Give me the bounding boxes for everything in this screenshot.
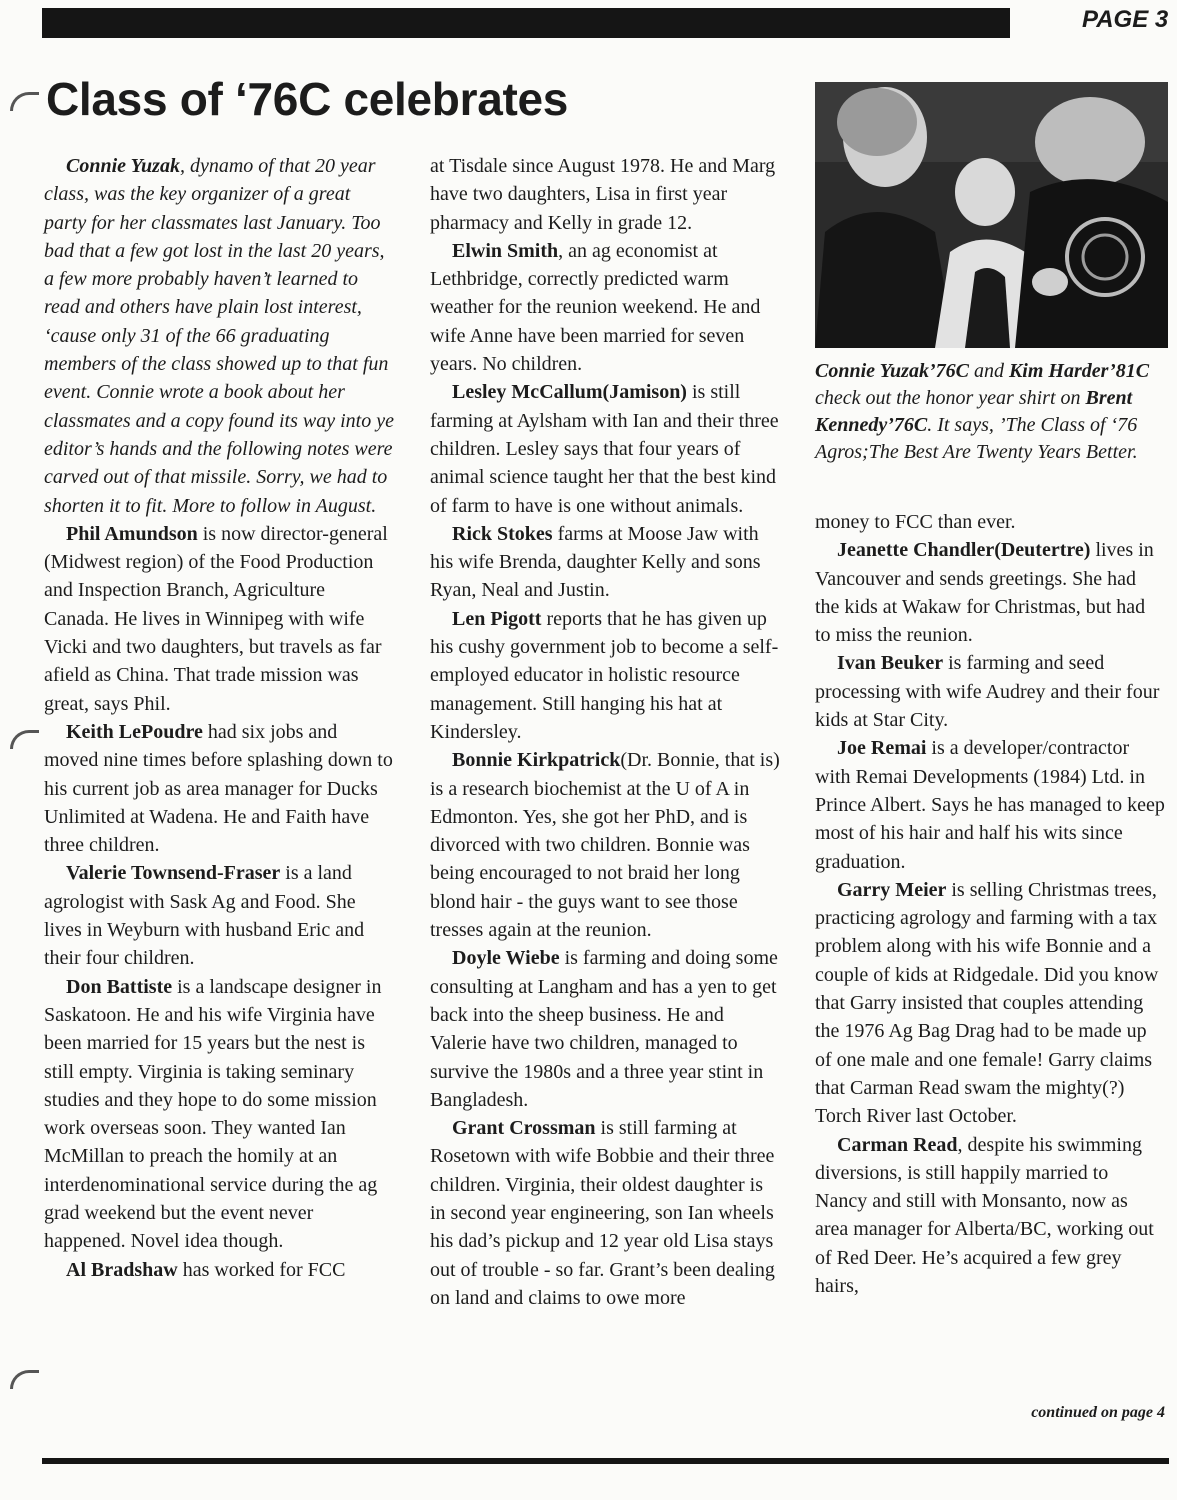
- note-paragraph: Doyle Wiebe is farming and doing some consulting at Langham and has a yen to get back into the sheep business. He and Valerie have two children, managed to survive the 1980s and a three year stint in Bangladesh.: [430, 947, 778, 1111]
- note-paragraph: Al Bradshaw has worked for FCC: [66, 1258, 346, 1281]
- note-paragraph: money to FCC than ever.: [815, 511, 1016, 533]
- note-paragraph: Rick Stokes farms at Moose Jaw with his wife Brenda, daughter Kelly and sons Ryan, Neal and Justin.: [430, 522, 761, 602]
- margin-mark: [10, 92, 39, 111]
- intro-text: , dynamo of that 20 year class, was the key organizer of a great party for her classmates last January. Too bad that a few got lost in the last 20 years, a few more probably haven’t learned to read and others have plain lost interest, ‘cause only 31 of the 66 graduating members of the class showed up to that fun event. Connie wrote a book about her classmates and a copy found its way into ye editor’s hands and the following notes were carved out of that missile. Sorry, we had to shorten it to fit. More to follow in August.: [44, 155, 394, 517]
- margin-mark: [10, 730, 39, 749]
- article-column-2: [430, 152, 780, 1312]
- note-paragraph: Lesley McCallum(Jamison) is still farming at Aylsham with Ian and their three children. Lesley says that four years of animal science taught her that the best kind of farm to have is one without animals.: [430, 381, 779, 517]
- note-paragraph: Elwin Smith, an ag economist at Lethbridge, correctly predicted warm weather for the reunion weekend. He and wife Anne have been married for seven years. No children.: [430, 239, 761, 376]
- note-paragraph: Don Battiste is a landscape designer in Saskatoon. He and his wife Virginia have been married for 15 years but the nest is still empty. Virginia is taking seminary studies and they hope to do some mission work overseas soon. They wanted Ian McMillan to preach the homily at an interdenominational service during the ag grad weekend but the event never happened. Novel idea though.: [44, 975, 382, 1253]
- reunion-photo: [815, 82, 1168, 348]
- article-column-1: [44, 152, 394, 1284]
- note-paragraph: Valerie Townsend-Fraser is a land agrologist with Sask Ag and Food. She lives in Weyburn with husband Eric and their four children.: [44, 862, 365, 970]
- note-paragraph: Len Pigott reports that he has given up his cushy government job to become a self-employed educator in holistic resource management. Still hanging his hat at Kindersley.: [430, 607, 779, 743]
- margin-mark: [10, 1370, 39, 1389]
- note-paragraph: Ivan Beuker is farming and seed processing with wife Audrey and their four kids at Star City.: [815, 652, 1160, 732]
- note-paragraph: Carman Read, despite his swimming diversions, is still happily married to Nancy and still with Monsanto, now as area manager for Alberta/BC, working out of Red Deer. He’s acquired a few grey hairs,: [815, 1133, 1154, 1298]
- note-paragraph: Phil Amundson is now director-general (Midwest region) of the Food Production and Inspection Branch, Agriculture Canada. He lives in Winnipeg with wife Vicki and two daughters, but travels as far afield as China. That trade mission was great, says Phil.: [44, 522, 388, 715]
- continued-note: continued on page 4: [1031, 1404, 1165, 1421]
- note-paragraph: Bonnie Kirkpatrick(Dr. Bonnie, that is) is a research biochemist at the U of A in Edmonton. Yes, she got her PhD, and is divorced with two children. Bonnie was being encouraged to not braid her long blond hair - the guys want to see those tresses again at the reunion.: [430, 749, 780, 942]
- note-paragraph: Keith LePoudre had six jobs and moved nine times before splashing down to his current job as area manager for Ducks Unlimited at Wadena. He and Faith have three children.: [44, 720, 393, 857]
- article-headline: Class of ‘76C celebrates: [46, 73, 569, 125]
- note-paragraph: Garry Meier is selling Christmas trees, practicing agrology and farming with a tax problem along with his wife Bonnie and a couple of kids at Ridgedale. Did you know that Garry insisted that couples attending the 1976 Ag Bag Drag had to be made up of one male and one female! Garry claims that Carman Read swam the mighty(?) Torch River last October.: [815, 878, 1159, 1128]
- note-paragraph: at Tisdale since August 1978. He and Marg have two daughters, Lisa in first year pharmacy and Kelly in grade 12.: [430, 155, 776, 234]
- note-paragraph: Grant Crossman is still farming at Rosetown with wife Bobbie and their three children. Virginia, their oldest daughter is in second year engineering, son Ian wheels his dad’s pickup and 12 year old Lisa stays out of trouble - so far. Grant’s been dealing on land and claims to owe more: [430, 1117, 775, 1309]
- photo-caption: Connie Yuzak’76C and Kim Harder’81C check out the honor year shirt on Brent Kennedy’76C. It says, ’The Class of ‘76 Agros;The Best Are Twenty Years Better.: [815, 360, 1150, 463]
- intro-paragraph: [44, 152, 394, 520]
- article-column-3: [815, 508, 1165, 1300]
- header-bar: [42, 8, 1010, 38]
- page-number: PAGE 3: [1082, 6, 1169, 33]
- note-paragraph: Jeanette Chandler(Deutertre) lives in Vancouver and sends greetings. She had the kids at Wakaw for Christmas, but had to miss the reunion.: [815, 539, 1154, 647]
- footer-rule: [42, 1458, 1169, 1464]
- intro-name: Connie Yuzak: [66, 155, 180, 177]
- photo-illustration: [815, 82, 1168, 348]
- note-paragraph: Joe Remai is a developer/contractor with Remai Developments (1984) Ltd. in Prince Albert. Says he has managed to keep most of his hair and half his wits since graduation.: [815, 737, 1165, 873]
